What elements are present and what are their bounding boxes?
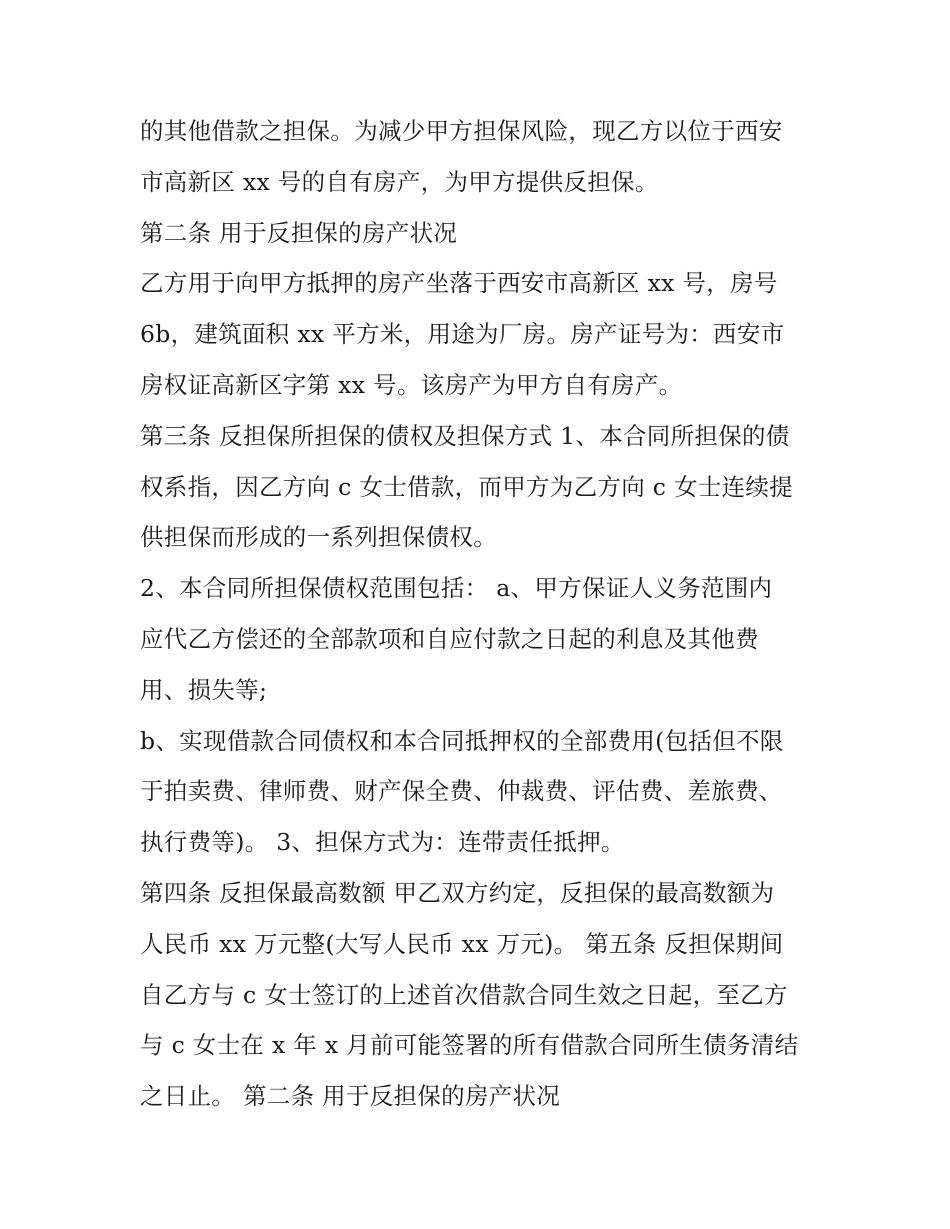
text-line: 2、本合同所担保债权范围包括： a、甲方保证人义务范围内 — [140, 574, 773, 603]
text-line: b、实现借款合同债权和本合同抵押权的全部费用(包括但不限 — [140, 726, 784, 755]
text-line: 应代乙方偿还的全部款项和自应付款之日起的利息及其他费 — [140, 624, 759, 653]
text-line: 权系指，因乙方向 c 女士借款，而甲方为乙方向 c 女士连续提 — [140, 472, 794, 501]
text-line: 市高新区 xx 号的自有房产，为甲方提供反担保。 — [140, 167, 659, 196]
text-line: 第四条 反担保最高数额 甲乙双方约定，反担保的最高数额为 — [140, 878, 775, 907]
text-line: 第三条 反担保所担保的债权及担保方式 1、本合同所担保的债 — [140, 421, 790, 450]
document-body — [140, 106, 820, 1122]
text-line: 用、损失等; — [140, 675, 268, 704]
text-line: 乙方用于向甲方抵押的房产坐落于西安市高新区 xx 号，房号 — [140, 269, 778, 298]
text-line: 供担保而形成的一系列担保债权。 — [140, 523, 497, 552]
text-line: 于拍卖费、律师费、财产保全费、仲裁费、评估费、差旅费、 — [140, 777, 783, 806]
text-line: 执行费等)。 3、担保方式为：连带责任抵押。 — [140, 828, 625, 857]
text-line: 6b，建筑面积 xx 平方米，用途为厂房。房产证号为：西安市 — [140, 320, 785, 349]
text-line: 与 c 女士在 x 年 x 月前可能签署的所有借款合同所生债务清结 — [140, 1031, 799, 1060]
text-line: 自乙方与 c 女士签订的上述首次借款合同生效之日起，至乙方 — [140, 980, 788, 1009]
text-line: 房权证高新区字第 xx 号。该房产为甲方自有房产。 — [140, 370, 683, 399]
section-heading: 第二条 用于反担保的房产状况 — [140, 218, 458, 247]
text-line: 的其他借款之担保。为减少甲方担保风险，现乙方以位于西安 — [140, 117, 783, 145]
text-line: 人民币 xx 万元整(大写人民币 xx 万元)。 第五条 反担保期间 — [140, 929, 784, 958]
text-line: 之日止。 第二条 用于反担保的房产状况 — [140, 1082, 561, 1111]
